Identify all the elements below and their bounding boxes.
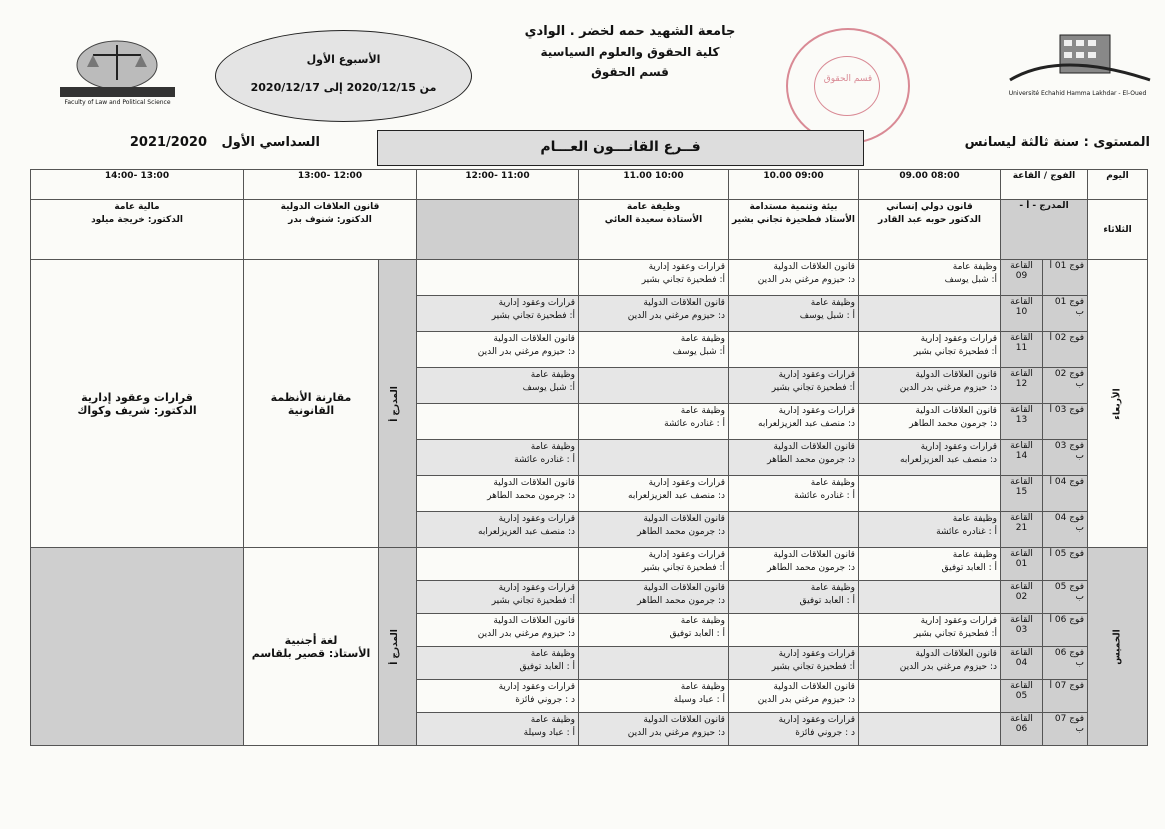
group-label: فوج 07 ب	[1043, 713, 1088, 746]
course-name: وظيفة عامة	[810, 583, 855, 593]
thursday-slot-cell	[417, 647, 579, 680]
course-name: قانون العلاقات الدولية	[643, 583, 725, 593]
year-label: 2021/2020	[129, 135, 207, 150]
col-slot5: 12:00 -13:00	[244, 170, 417, 200]
course-name: قرارات وعقود إدارية	[648, 550, 725, 560]
wednesday-slot-cell	[859, 512, 1001, 548]
course-name: قرارات وعقود إدارية	[648, 478, 725, 488]
tuesday-slot6: مالية عامة الدكتور: خريجة ميلود	[31, 200, 244, 260]
thursday-slot-cell	[859, 713, 1001, 746]
instructor-name: أ: فطحيزة تجاني بشير	[771, 383, 855, 393]
day-thursday: الخميس	[1088, 548, 1148, 746]
department-stamp	[786, 28, 910, 144]
instructor-name: د: منصف عبد العزيزلعرابه	[900, 455, 997, 465]
col-slot3: 10:00 11.00	[579, 170, 729, 200]
thursday-slot-cell	[859, 581, 1001, 614]
course-name: وظيفة عامة	[680, 682, 725, 692]
tuesday-slot3: وظيفة عامة الأستاذة سعيدة العائي	[579, 200, 729, 260]
col-slot4: 11:00 -12:00	[417, 170, 579, 200]
instructor-name: د : جروني فائزة	[795, 728, 855, 738]
branch-banner	[377, 130, 864, 166]
group-label: فوج 01 أ	[1043, 260, 1088, 296]
thursday-slot-cell	[729, 680, 859, 713]
schedule-table	[30, 169, 1148, 746]
wednesday-slot-cell	[417, 260, 579, 296]
group-label: فوج 01 ب	[1043, 296, 1088, 332]
wednesday-slot-cell	[417, 368, 579, 404]
course-name: قانون العلاقات الدولية	[915, 370, 997, 380]
room-label: القاعة 01	[1001, 548, 1043, 581]
instructor-name: أ: شبل يوسف	[944, 275, 997, 285]
wednesday-row	[31, 260, 1148, 296]
instructor-name: د: حيزوم مرغني بدر الدين	[757, 695, 855, 705]
thursday-slot-cell	[579, 680, 729, 713]
course-name: وظيفة عامة	[530, 649, 575, 659]
wednesday-slot-cell	[729, 440, 859, 476]
slot6-merged	[31, 548, 244, 746]
slot6-merged: قرارات وعقود إدارية الدكتور: شريف وكواك	[31, 260, 244, 548]
course-name: قرارات وعقود إدارية	[920, 442, 997, 452]
wednesday-slot-cell	[579, 368, 729, 404]
university-logo	[1000, 30, 1155, 105]
wednesday-slot-cell	[579, 512, 729, 548]
room-label: القاعة 03	[1001, 614, 1043, 647]
slot5-merged: مقارنة الأنظمة القانونية	[244, 260, 379, 548]
group-label: فوج 03 ب	[1043, 440, 1088, 476]
thursday-slot-cell	[729, 647, 859, 680]
instructor-name: أ : غنادره عائشة	[936, 527, 997, 537]
wednesday-slot-cell	[729, 332, 859, 368]
instructor-name: د: حيزوم مرغني بدر الدين	[477, 347, 575, 357]
course-name: وظيفة عامة	[530, 715, 575, 725]
faculty-logo	[55, 35, 180, 115]
university-logo-text: Université Echahid Hamma Lakhdar - El-Oued	[1008, 90, 1147, 97]
thursday-slot-cell	[859, 548, 1001, 581]
course-name: قرارات وعقود إدارية	[648, 262, 725, 272]
week-info	[215, 30, 472, 122]
course-name: قانون العلاقات الدولية	[915, 406, 997, 416]
university-name: جامعة الشهيد حمه لخضر . الوادي	[524, 24, 736, 39]
course-name: قانون العلاقات الدولية	[773, 550, 855, 560]
instructor-name: د: جرمون محمد الطاهر	[909, 419, 997, 429]
wednesday-rows	[31, 260, 1148, 548]
wednesday-slot-cell	[417, 332, 579, 368]
instructor-name: أ: فطحيزة تجاني بشير	[491, 311, 575, 321]
instructor-name: أ: فطحيزة تجاني بشير	[641, 275, 725, 285]
wednesday-slot-cell	[729, 404, 859, 440]
faculty-logo-text: Faculty of Law and Political Science	[64, 99, 171, 106]
semester-label: السداسي الأول	[221, 135, 320, 150]
group-label: فوج 05 ب	[1043, 581, 1088, 614]
course-name: وظيفة عامة	[952, 550, 997, 560]
instructor-name: أ : العابد توفيق	[669, 629, 725, 639]
course-name: وظيفة عامة	[530, 442, 575, 452]
group-label: فوج 03 أ	[1043, 404, 1088, 440]
tuesday-slot5: قانون العلاقات الدولية الدكتور: شنوف بدر	[244, 200, 417, 260]
col-slot2: 09:00 10.00	[729, 170, 859, 200]
slot5-merged: لغة أجنبية الأستاذ: قصير بلقاسم	[244, 548, 379, 746]
instructor-name: د: حيزوم مرغني بدر الدين	[757, 275, 855, 285]
thursday-slot-cell	[417, 713, 579, 746]
thursday-row	[31, 548, 1148, 581]
tuesday-slot1: قانون دولي إنساني الدكتور حوبه عبد القادر	[859, 200, 1001, 260]
course-name: قانون العلاقات الدولية	[773, 262, 855, 272]
thursday-slot-cell	[579, 647, 729, 680]
room-label: القاعة 10	[1001, 296, 1043, 332]
instructor-name: أ : غنادره عائشة	[794, 491, 855, 501]
thursday-slot-cell	[729, 581, 859, 614]
course-name: وظيفة عامة	[952, 514, 997, 524]
day-wednesday: الأربعاء	[1088, 260, 1148, 548]
room-label: القاعة 02	[1001, 581, 1043, 614]
wednesday-slot-cell	[859, 440, 1001, 476]
room-label: القاعة 15	[1001, 476, 1043, 512]
instructor-name: د: منصف عبد العزيزلعرابه	[478, 527, 575, 537]
thursday-slot-cell	[579, 548, 729, 581]
wednesday-slot-cell	[859, 476, 1001, 512]
course-name: وظيفة عامة	[680, 334, 725, 344]
wednesday-slot-cell	[579, 404, 729, 440]
course-name: قانون العلاقات الدولية	[493, 334, 575, 344]
wednesday-slot-cell	[579, 260, 729, 296]
course-name: وظيفة عامة	[810, 478, 855, 488]
course-name: قرارات وعقود إدارية	[498, 298, 575, 308]
building-logo-icon	[1000, 30, 1155, 90]
thursday-slot-cell	[417, 548, 579, 581]
course-name: قانون العلاقات الدولية	[643, 715, 725, 725]
course-name: قانون العلاقات الدولية	[643, 298, 725, 308]
wednesday-slot-cell	[859, 368, 1001, 404]
instructor-name: أ: شبل يوسف	[672, 347, 725, 357]
col-day: اليوم	[1088, 170, 1148, 200]
group-label: فوج 07 أ	[1043, 680, 1088, 713]
room-label: القاعة 11	[1001, 332, 1043, 368]
instructor-name: أ : العابد توفيق	[799, 596, 855, 606]
instructor-name: أ : العابد توفيق	[941, 563, 997, 573]
course-name: قانون العلاقات الدولية	[915, 649, 997, 659]
instructor-name: د: حيزوم مرغني بدر الدين	[627, 728, 725, 738]
course-name: وظيفة عامة	[810, 298, 855, 308]
day-tuesday: الثلاثاء	[1088, 200, 1148, 260]
room-label: القاعة 21	[1001, 512, 1043, 548]
instructor-name: أ: فطحيزة تجاني بشير	[913, 347, 997, 357]
col-slot1: 08:00 09.00	[859, 170, 1001, 200]
wednesday-slot-cell	[729, 296, 859, 332]
wednesday-slot-cell	[417, 476, 579, 512]
thursday-slot-cell	[417, 581, 579, 614]
course-name: قرارات وعقود إدارية	[778, 715, 855, 725]
room-label: القاعة 09	[1001, 260, 1043, 296]
wednesday-slot-cell	[859, 296, 1001, 332]
wednesday-slot-cell	[417, 404, 579, 440]
thursday-slot-cell	[417, 680, 579, 713]
thursday-slot-cell	[579, 581, 729, 614]
instructor-name: أ: فطحيزة تجاني بشير	[913, 629, 997, 639]
group-label: فوج 04 أ	[1043, 476, 1088, 512]
thursday-rows	[31, 548, 1148, 746]
course-name: قرارات وعقود إدارية	[778, 370, 855, 380]
stamp-inner	[814, 56, 880, 116]
wednesday-slot-cell	[579, 296, 729, 332]
thursday-slot-cell	[579, 713, 729, 746]
thursday-slot-cell	[579, 614, 729, 647]
thursday-slot-cell	[417, 614, 579, 647]
wednesday-slot-cell	[859, 260, 1001, 296]
group-label: فوج 04 ب	[1043, 512, 1088, 548]
course-name: قرارات وعقود إدارية	[778, 406, 855, 416]
week-title: الأسبوع الأول	[306, 53, 381, 66]
instructor-name: د: جرمون محمد الطاهر	[767, 455, 855, 465]
week-range: من 2020/12/15 إلى 2020/12/17	[250, 81, 437, 94]
instructor-name: د: منصف عبد العزيزلعرابه	[628, 491, 725, 501]
instructor-name: أ : عباد وسيلة	[523, 728, 575, 738]
col-slot6: 13:00 -14:00	[31, 170, 244, 200]
course-name: قانون العلاقات الدولية	[773, 442, 855, 452]
course-name: وظيفة عامة	[952, 262, 997, 272]
thursday-slot-cell	[859, 614, 1001, 647]
wednesday-slot-cell	[729, 368, 859, 404]
course-name: قرارات وعقود إدارية	[498, 682, 575, 692]
thursday-slot-cell	[729, 614, 859, 647]
course-name: قانون العلاقات الدولية	[643, 514, 725, 524]
wednesday-slot-cell	[579, 476, 729, 512]
wednesday-slot-cell	[417, 440, 579, 476]
course-name: وظيفة عامة	[680, 616, 725, 626]
group-label: فوج 06 ب	[1043, 647, 1088, 680]
amphi-label: المدرج أ	[379, 260, 417, 548]
amphi-label: المدرج أ	[379, 548, 417, 746]
course-name: وظيفة عامة	[680, 406, 725, 416]
instructor-name: د: جرمون محمد الطاهر	[637, 596, 725, 606]
course-name: قرارات وعقود إدارية	[498, 514, 575, 524]
group-label: فوج 02 ب	[1043, 368, 1088, 404]
room-label: القاعة 06	[1001, 713, 1043, 746]
course-name: قرارات وعقود إدارية	[498, 583, 575, 593]
room-label: القاعة 13	[1001, 404, 1043, 440]
instructor-name: أ : عباد وسيلة	[673, 695, 725, 705]
instructor-name: أ : شبل يوسف	[799, 311, 855, 321]
wednesday-slot-cell	[579, 440, 729, 476]
col-group: الفوج / القاعة	[1001, 170, 1088, 200]
stamp-text: قسم الحقوق	[823, 74, 873, 84]
course-name: قانون العلاقات الدولية	[773, 682, 855, 692]
group-label: فوج 06 أ	[1043, 614, 1088, 647]
course-name: قرارات وعقود إدارية	[920, 616, 997, 626]
instructor-name: د: حيزوم مرغني بدر الدين	[627, 311, 725, 321]
wednesday-slot-cell	[729, 476, 859, 512]
thursday-slot-cell	[859, 680, 1001, 713]
instructor-name: د : جروني فائزة	[515, 695, 575, 705]
wednesday-slot-cell	[729, 512, 859, 548]
wednesday-slot-cell	[859, 404, 1001, 440]
instructor-name: أ : غنادره عائشة	[664, 419, 725, 429]
instructor-name: أ: فطحيزة تجاني بشير	[641, 563, 725, 573]
tuesday-room: المدرج - أ -	[1001, 200, 1088, 260]
wednesday-slot-cell	[729, 260, 859, 296]
instructor-name: د: جرمون محمد الطاهر	[767, 563, 855, 573]
instructor-name: د: حيزوم مرغني بدر الدين	[477, 629, 575, 639]
instructor-name: د: جرمون محمد الطاهر	[637, 527, 725, 537]
tuesday-slot4	[417, 200, 579, 260]
course-name: قانون العلاقات الدولية	[493, 478, 575, 488]
course-name: قانون العلاقات الدولية	[493, 616, 575, 626]
group-label: فوج 02 أ	[1043, 332, 1088, 368]
room-label: القاعة 14	[1001, 440, 1043, 476]
room-label: القاعة 04	[1001, 647, 1043, 680]
level-label: المستوى : سنة ثالثة ليسانس	[964, 135, 1150, 150]
instructor-name: أ : العابد توفيق	[519, 662, 575, 672]
wednesday-slot-cell	[417, 512, 579, 548]
wednesday-slot-cell	[579, 332, 729, 368]
thursday-slot-cell	[729, 713, 859, 746]
instructor-name: د: جرمون محمد الطاهر	[487, 491, 575, 501]
instructor-name: أ: شبل يوسف	[522, 383, 575, 393]
wednesday-slot-cell	[859, 332, 1001, 368]
thursday-slot-cell	[859, 647, 1001, 680]
room-label: القاعة 12	[1001, 368, 1043, 404]
department-name: قسم الحقوق	[591, 65, 669, 79]
branch-title: فــرع القانـــون العـــام	[540, 139, 701, 155]
instructor-name: د: حيزوم مرغني بدر الدين	[899, 662, 997, 672]
group-label: فوج 05 أ	[1043, 548, 1088, 581]
course-name: قرارات وعقود إدارية	[920, 334, 997, 344]
thursday-slot-cell	[729, 548, 859, 581]
room-label: القاعة 05	[1001, 680, 1043, 713]
course-name: وظيفة عامة	[530, 370, 575, 380]
header-center	[480, 24, 780, 79]
instructor-name: أ: فطحيزة تجاني بشير	[771, 662, 855, 672]
instructor-name: د: منصف عبد العزيزلعرابه	[758, 419, 855, 429]
tuesday-slot2: بيئة وتنمية مستدامة الأستاذ فطحيزة تجاني بشير	[729, 200, 859, 260]
instructor-name: أ : غنادره عائشة	[514, 455, 575, 465]
wednesday-slot-cell	[417, 296, 579, 332]
faculty-name: كلية الحقوق والعلوم السياسية	[540, 45, 720, 59]
instructor-name: أ: فطحيزة تجاني بشير	[491, 596, 575, 606]
course-name: قرارات وعقود إدارية	[778, 649, 855, 659]
instructor-name: د: حيزوم مرغني بدر الدين	[899, 383, 997, 393]
